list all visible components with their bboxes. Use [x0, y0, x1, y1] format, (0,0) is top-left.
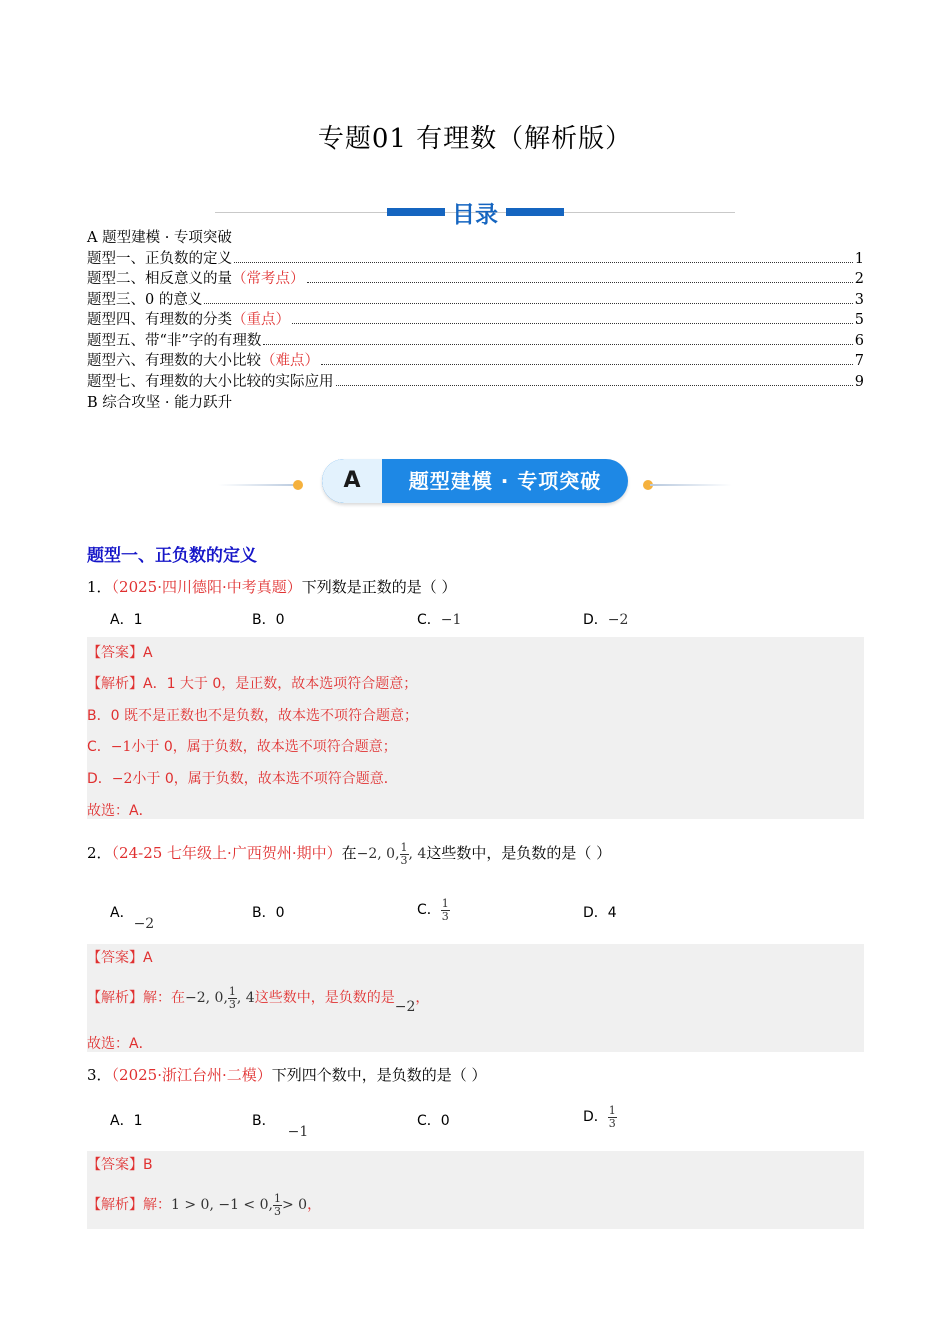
toc-bar-left [387, 208, 445, 216]
toc-entry-text: 题型六、有理数的大小比较 [87, 353, 261, 369]
fraction-numerator: 1 [273, 1191, 281, 1205]
question-math: −2, 0, [356, 846, 400, 862]
analysis-text: 小于 0，属于负数，故本选不项符合题意； [131, 739, 397, 755]
toc-entry-text: 题型五、带“非”字的有理数 [87, 333, 262, 349]
toc-entry-tag: （重点） [232, 312, 290, 328]
question-number: 1． [87, 578, 112, 596]
banner-letter: A [322, 459, 382, 503]
answer-label: 【答案】 [87, 950, 143, 966]
analysis-line [87, 705, 418, 725]
option-label: C． [417, 612, 441, 628]
toc-page-number: 1 [854, 251, 864, 267]
toc-page-number: 7 [854, 353, 864, 369]
option-c[interactable] [417, 1110, 450, 1130]
fraction [400, 842, 409, 867]
answer-label: 【答案】 [87, 645, 143, 661]
fraction-denominator: 3 [228, 997, 236, 1011]
toc-entry-text: 题型四、有理数的分类 [87, 312, 232, 328]
analysis-label: 【解析】 [87, 676, 143, 692]
analysis-line [87, 1188, 321, 1222]
toc-leader [234, 261, 853, 263]
option-value: −2 [607, 612, 629, 628]
question-number: 3． [87, 1066, 112, 1084]
toc-leader [292, 322, 853, 324]
option-c[interactable] [417, 609, 461, 629]
option-a[interactable] [110, 609, 143, 629]
answer-value: B [143, 1157, 153, 1173]
toc-entry-text: B 综合攻坚 · 能力跃升 [87, 395, 233, 411]
analysis-conclusion: 故选：A． [87, 1036, 153, 1052]
option-label: C． [417, 902, 441, 918]
toc-entry-tag: （难点） [261, 353, 319, 369]
fraction-denominator: 3 [441, 909, 449, 923]
analysis-math: > 0 [281, 1197, 308, 1213]
toc-entry[interactable] [87, 290, 864, 310]
question-number: 2． [87, 844, 112, 862]
option-value: 1 [133, 612, 143, 628]
answer-box-1 [87, 637, 864, 819]
analysis-math: , 4 [236, 990, 255, 1006]
question-source: （2025·四川德阳·中考真题） [111, 578, 302, 596]
analysis-math: −2 [111, 771, 133, 787]
section-banner [210, 456, 740, 506]
fraction-denominator: 3 [273, 1204, 281, 1218]
analysis-math: 1 > 0, −1 < 0, [171, 1197, 273, 1213]
option-value: 0 [440, 1113, 450, 1129]
fraction-numerator: 1 [228, 984, 236, 998]
banner-dot-left [293, 480, 303, 490]
option-label: D． [583, 1109, 608, 1125]
option-value: 4 [607, 905, 617, 921]
analysis-text: 解： [143, 1197, 171, 1213]
toc-entry-text: 题型七、有理数的大小比较的实际应用 [87, 374, 334, 390]
answer-line [87, 947, 153, 967]
analysis-math: −1 [110, 739, 132, 755]
option-b[interactable] [252, 902, 285, 922]
fraction-denominator: 3 [608, 1116, 616, 1130]
option-label: D． [583, 612, 608, 628]
toc-entry[interactable] [87, 310, 864, 330]
question-text: 这些数中，是负数的是（ ） [426, 844, 612, 862]
question-text: 下列数是正数的是（ ） [301, 578, 457, 596]
analysis-math: −2 [394, 999, 416, 1015]
table-of-contents [87, 228, 864, 418]
option-a[interactable] [110, 902, 155, 932]
question-source: （2025·浙江台州·二模） [111, 1066, 272, 1084]
analysis-math: −2, 0, [185, 990, 228, 1006]
answer-line [87, 1154, 153, 1174]
toc-leader [307, 281, 853, 283]
fraction [608, 1105, 617, 1130]
option-a[interactable] [110, 1110, 143, 1130]
analysis-text: B．0 既不是正数也不是负数，故本选不项符合题意； [87, 708, 418, 724]
analysis-text: 这些数中，是负数的是 [254, 990, 395, 1006]
toc-entry[interactable] [87, 351, 864, 371]
option-label: B． [252, 612, 276, 628]
analysis-text: ， [415, 990, 430, 1006]
answer-box-3 [87, 1151, 864, 1229]
option-label: C． [417, 1113, 441, 1129]
option-label: A． [110, 612, 134, 628]
question-1-stem [87, 576, 457, 597]
analysis-text: A．1 大于 0，是正数，故本选项符合题意； [143, 676, 418, 692]
banner-title: 题型建模 · 专项突破 [408, 469, 602, 493]
toc-entry-text: 题型二、相反意义的量 [87, 271, 232, 287]
option-value: 0 [275, 612, 285, 628]
toc-leader [204, 302, 852, 304]
toc-bar-right [506, 208, 564, 216]
toc-part-a[interactable] [87, 228, 864, 248]
option-label: A． [110, 905, 134, 921]
answer-box-2 [87, 944, 864, 1052]
toc-entry-tag: （常考点） [232, 271, 305, 287]
fraction-numerator: 1 [400, 840, 408, 854]
option-value: 0 [275, 905, 285, 921]
toc-entry[interactable] [87, 331, 864, 351]
analysis-line [87, 673, 417, 693]
toc-leader [336, 384, 853, 386]
option-c[interactable] [417, 890, 450, 930]
option-value: −1 [440, 612, 462, 628]
analysis-label: D． [87, 771, 112, 787]
toc-entry[interactable] [87, 269, 864, 289]
toc-entry-text: A 题型建模 · 专项突破 [87, 230, 232, 246]
question-source: （24-25 七年级上·广西贺州·期中） [111, 844, 342, 862]
toc-page-number: 9 [854, 374, 864, 390]
analysis-text: 解：在 [143, 990, 185, 1006]
banner-pill [322, 459, 628, 503]
answer-value: A [143, 645, 153, 661]
toc-entry-text: 题型一、正负数的定义 [87, 251, 232, 267]
question-math: , 4 [408, 846, 427, 862]
option-label: A． [110, 1113, 134, 1129]
toc-page-number: 6 [854, 333, 864, 349]
option-b[interactable] [252, 609, 285, 629]
fraction [441, 898, 450, 923]
fraction-denominator: 3 [400, 853, 408, 867]
analysis-line [87, 768, 398, 788]
toc-leader [263, 343, 852, 345]
answer-line [87, 642, 153, 662]
analysis-line [87, 981, 429, 1015]
toc-leader [321, 363, 853, 365]
option-d[interactable] [583, 1097, 617, 1137]
toc-heading: 目录 [452, 202, 498, 228]
answer-label: 【答案】 [87, 1157, 143, 1173]
toc-entry[interactable] [87, 372, 864, 392]
fraction [273, 1193, 282, 1218]
toc-page-number: 5 [854, 312, 864, 328]
question-2-stem [87, 837, 611, 870]
option-value: −1 [287, 1124, 309, 1140]
toc-page-number: 3 [854, 292, 864, 308]
question-text: 下列四个数中，是负数的是（ ） [271, 1066, 487, 1084]
option-label: B． [252, 905, 276, 921]
analysis-label: 【解析】 [87, 990, 143, 1006]
banner-line-left [218, 484, 300, 486]
analysis-conclusion: 故选：A． [87, 803, 153, 819]
toc-entry[interactable] [87, 249, 864, 269]
option-d[interactable] [583, 902, 617, 922]
fraction-numerator: 1 [441, 896, 449, 910]
analysis-text: ， [307, 1197, 322, 1213]
option-b[interactable] [252, 1110, 309, 1140]
option-d[interactable] [583, 609, 628, 629]
analysis-label: 【解析】 [87, 1197, 143, 1213]
page-title: 专题01 有理数（解析版） [317, 124, 633, 154]
analysis-text: 小于 0，属于负数，故本选不项符合题意． [132, 771, 398, 787]
question-3-stem [87, 1064, 487, 1085]
banner-line-right [650, 484, 732, 486]
toc-heading-row [0, 196, 950, 232]
option-label: D． [583, 905, 608, 921]
option-label: B． [252, 1113, 276, 1129]
toc-page-number: 2 [854, 271, 864, 287]
fraction [228, 986, 237, 1011]
toc-entry-text: 题型三、0 的意义 [87, 292, 203, 308]
section-title: 题型一、正负数的定义 [87, 546, 257, 566]
option-value: −2 [133, 916, 155, 932]
question-text: 在 [341, 844, 357, 862]
answer-value: A [143, 950, 153, 966]
analysis-label: C． [87, 739, 111, 755]
fraction-numerator: 1 [608, 1103, 616, 1117]
analysis-line [87, 736, 397, 756]
toc-part-b[interactable] [87, 393, 864, 413]
option-value: 1 [133, 1113, 143, 1129]
